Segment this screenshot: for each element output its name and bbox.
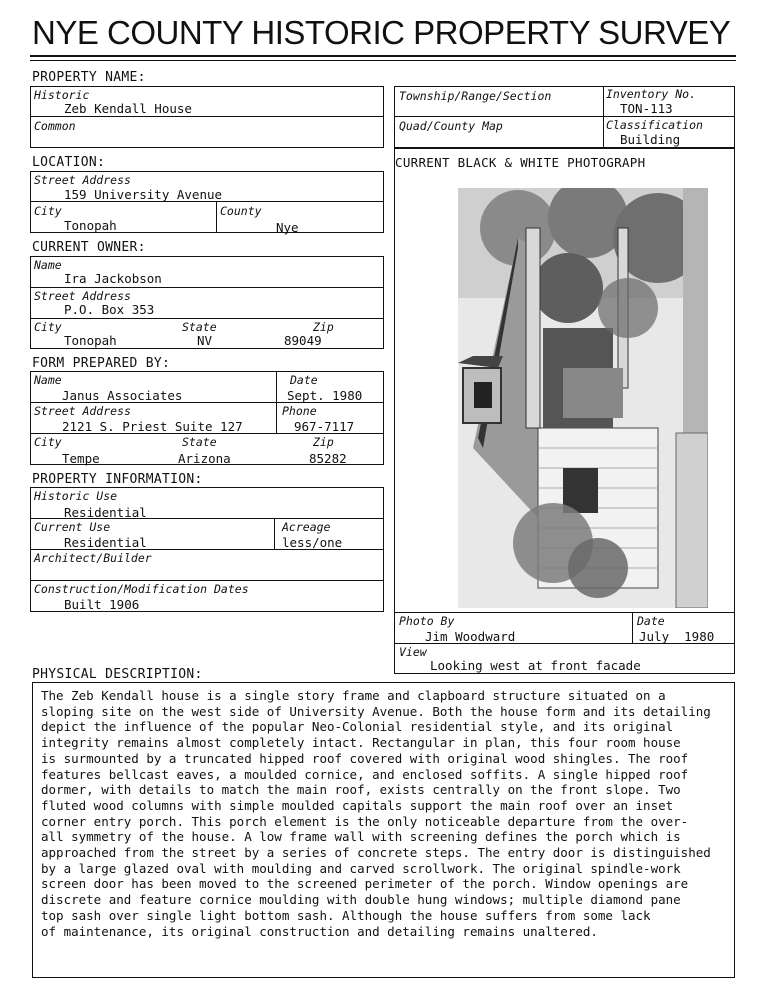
prepared-street-value: 2121 S. Priest Suite 127 (62, 419, 243, 434)
owner-name-label: Name (34, 258, 62, 272)
prepared-city-value: Tempe (62, 451, 100, 466)
construction-dates-value: Built 1906 (64, 597, 140, 612)
owner-city-value: Tonopah (64, 333, 117, 348)
view-value: Looking west at front facade (430, 658, 641, 673)
owner-state-value: NV (197, 333, 213, 348)
prepared-name-value: Janus Associates (62, 388, 183, 403)
description-line: The Zeb Kendall house is a single story frame and clapboard structure situated on a (41, 688, 666, 703)
owner-state-label: State (182, 320, 217, 334)
description-line: top sash over single light bottom sash. Although the house suffers from some lack (41, 907, 651, 923)
physical-description-heading: PHYSICAL DESCRIPTION: (32, 667, 203, 682)
description-line: by a large glazed oval with moulding and carved scrollwork. The original spindle-work (41, 860, 681, 876)
owner-heading: CURRENT OWNER: (32, 240, 146, 255)
prepared-phone-label: Phone (282, 404, 317, 418)
prepared-date-value: Sept. 1980 (287, 388, 363, 403)
common-name-label: Common (34, 119, 76, 133)
title-rule-thin (30, 60, 736, 61)
photo-date-label: Date (637, 614, 665, 628)
description-line: fluted wood columns with simple moulded capitals support the main roof over an inset (41, 797, 674, 813)
description-line: screen door has been moved to the screened perimeter of the porch. Window openings are (41, 876, 689, 892)
title-rule (30, 55, 736, 57)
location-heading: LOCATION: (32, 155, 106, 170)
acreage-value: less/one (282, 535, 343, 550)
description-line: integrity remains almost completely intact. Rectangular in plan, this four room house (41, 735, 681, 751)
inventory-label: Inventory No. (606, 87, 697, 101)
location-street-value: 159 University Avenue (64, 187, 223, 202)
architect-label: Architect/Builder (34, 551, 152, 565)
property-info-heading: PROPERTY INFORMATION: (32, 472, 203, 487)
classification-label: Classification (606, 118, 703, 132)
description-line: all symmetry of the house. A low frame wall with screening defines the porch which is (41, 829, 681, 845)
description-line: corner entry porch. This porch element is the only noticeable departure from the over- (41, 813, 689, 829)
location-city-label: City (34, 204, 62, 218)
historic-use-value: Residential (64, 505, 147, 520)
prepared-city-label: City (34, 435, 62, 449)
physical-description-text (41, 688, 741, 939)
prepared-street-label: Street Address (34, 404, 131, 418)
house-photograph (458, 188, 708, 608)
acreage-label: Acreage (282, 520, 331, 534)
historic-name-value: Zeb Kendall House (64, 101, 192, 116)
inventory-value: TON-113 (620, 101, 673, 116)
classification-value: Building (620, 132, 681, 147)
township-label: Township/Range/Section (399, 89, 552, 103)
photo-date-value: July 1980 (639, 629, 715, 644)
construction-dates-label: Construction/Modification Dates (34, 582, 249, 596)
description-line: depict the influence of the popular Neo-Colonial residential style, and its original (41, 719, 674, 735)
owner-city-label: City (34, 320, 62, 334)
photo-by-label: Photo By (399, 614, 455, 628)
prepared-state-label: State (182, 435, 217, 449)
description-line: dormer, with details to match the main roof, exists centrally on the front slope. Two (41, 782, 681, 798)
view-label: View (399, 645, 427, 659)
prepared-zip-value: 85282 (309, 451, 347, 466)
prepared-state-value: Arizona (178, 451, 231, 466)
current-use-label: Current Use (34, 520, 111, 534)
description-line: sloping site on the west side of University Avenue. Both the house form and its detailing (41, 703, 711, 719)
description-line: of maintenance, its original construction and detailing remains unaltered. (41, 923, 598, 939)
historic-use-label: Historic Use (34, 489, 118, 503)
location-street-label: Street Address (34, 173, 131, 187)
prepared-heading: FORM PREPARED BY: (32, 356, 171, 371)
description-line: discrete and feature cornice moulding with double hung windows; multiple diamond pane (41, 892, 681, 908)
owner-street-value: P.O. Box 353 (64, 302, 155, 317)
description-line: is surmounted by a truncated hipped roof covered with original wood shingles. The roof (41, 750, 689, 766)
location-city-value: Tonopah (64, 218, 117, 233)
owner-zip-label: Zip (313, 320, 334, 334)
description-line: approached from the street by a series of concrete steps. The entry door is distinguished (41, 845, 711, 861)
owner-zip-value: 89049 (284, 333, 322, 348)
photo-heading: CURRENT BLACK & WHITE PHOTOGRAPH (395, 155, 646, 170)
photo-by-value: Jim Woodward (425, 629, 516, 644)
location-county-label: County (220, 204, 262, 218)
property-name-heading: PROPERTY NAME: (32, 70, 146, 85)
prepared-zip-label: Zip (313, 435, 334, 449)
prepared-name-label: Name (34, 373, 62, 387)
current-use-value: Residential (64, 535, 147, 550)
owner-street-label: Street Address (34, 289, 131, 303)
owner-name-value: Ira Jackobson (64, 271, 162, 286)
prepared-phone-value: 967-7117 (294, 419, 355, 434)
description-line: features bellcast eaves, a moulded cornice, and enclosed soffits. A single hipped roof (41, 766, 689, 782)
prepared-date-label: Date (290, 373, 318, 387)
historic-name-label: Historic (34, 88, 90, 102)
survey-title: NYE COUNTY HISTORIC PROPERTY SURVEY (32, 14, 731, 51)
quad-map-label: Quad/County Map (399, 119, 503, 133)
location-county-value: Nye (276, 220, 299, 235)
